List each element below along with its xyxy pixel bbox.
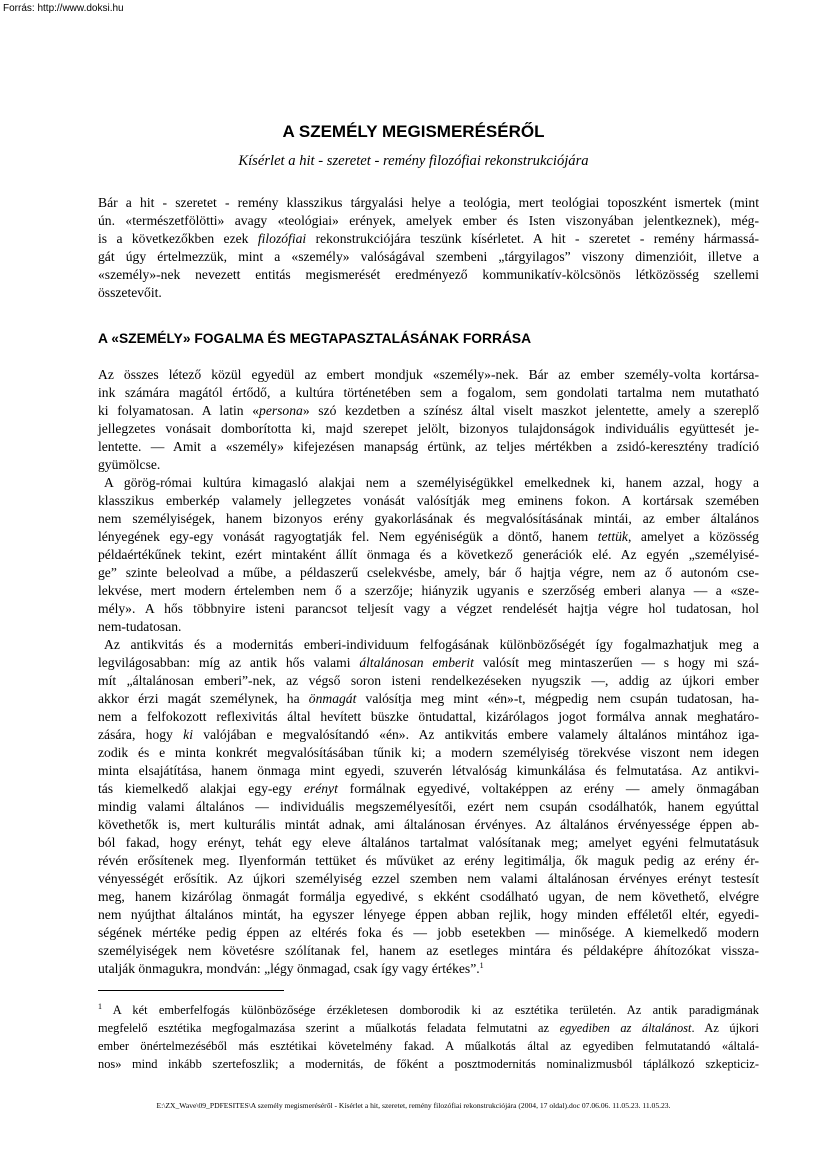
- paragraph-line: gát úgy értelmezzük, mint a «személy» valóságával szembeni „tárgyilagos” viszony dimenzióit, illetve a: [98, 249, 759, 264]
- paragraph-line: A görög-római kultúra kimagasló alakjai nem a személyiségükkel emelkednek ki, hanem azzal, hogy a: [104, 475, 759, 490]
- footnote-line: megfelelő esztétika megfogalmazása szerint a műalkotás feladata felmutatni az egyediben az általánost. Az újkori: [98, 1021, 759, 1035]
- paragraph-line: jellegzetes vonásait domborította ki, majd szerepet jelölt, bizonyos tulajdonságok individuális együttesét je-: [98, 421, 759, 436]
- footnote-line: $^1$ A két emberfelfogás különbözősége érzékletesen domborodik ki az esztétika területén. Az antik paradigmának: [98, 1002, 759, 1017]
- paragraph-line: zodik és e minta konkrét megvalósításában tűnik ki; a modern személyiség törekvése viszont nem idegen: [98, 745, 759, 760]
- paragraph-line: lényegének egy-egy vonását ragyogtatják fel. Nem egyéniségük a döntő, hanem tettük, amelyet a közösség: [98, 529, 759, 544]
- paragraph-line: tás kiemelkedő alakjai egy-egy erényt formálnak egyedivé, voltaképpen az erény — amely önmagában: [98, 781, 760, 796]
- paragraph-line: Bár a hit - szeretet - remény klasszikus tárgyalási helye a teológia, mert teológiai toposzként ismertek (mint: [98, 195, 759, 210]
- paragraph-line: révén erősítenek meg. Ilyenformán tettüket és művüket az erény legitimálja, ők maguk pedig az erény ér-: [98, 853, 759, 868]
- paragraph-line: ségének mértéke pedig éppen az eltérés foka és — jobb esetekben — minősége. A kiemelkedő modern: [98, 925, 759, 940]
- paragraph-line: ún. «természetfölötti» avagy «teológiai» erények, amelyek ember és Isten viszonyában jelentkeznek), még-: [98, 213, 759, 228]
- paragraph-line: nem nyújthat általános mintát, ha egyszer lényege éppen abban rejlik, hogy minden efféletől eltér, egyedi-: [98, 907, 759, 922]
- paragraph-line: ge” szinte beleolvad a műbe, a példaszerű cselekvésbe, amely, bár ő hajtja végre, nem az ő autonóm cse-: [98, 565, 759, 580]
- paragraph-line: követhetők is, mert kulturális mintát adnak, ami általánosan érvényes. Az általános érvényessége éppen ab-: [98, 817, 759, 832]
- paragraph-line: mít „általánosan emberi”-nek, az végső soron isteni rendelkezéseken nyugszik —, addig az újkori ember: [98, 673, 759, 688]
- footnote-number: 1: [98, 1002, 102, 1011]
- paragraph-line: példaértékűnek tekint, ezért mintaként állít önmaga és a következő generációk elé. Az egyén „személyisé-: [98, 547, 759, 562]
- file-path-footer: E:\ZX_Wave\09_PDFESITES\A személy megismeréséről - Kísérlet a hit, szeretet, remény filozófiai rekonstrukciójára (2004, 17 oldal).doc 07.06.06. 11.05.23. 11.05.23.: [156, 1101, 671, 1110]
- paragraph-line: Az antikvitás és a modernitás emberi-individuum felfogásának különbözőségét így fogalmazhatjuk meg a: [104, 637, 759, 652]
- paragraph-line: meg, hanem kizárólag önmagát formálja egyedivé, s ekként csodálható ugyan, de nem követhető, elvégre: [98, 889, 759, 904]
- page-subtitle: Kísérlet a hit - szeretet - remény filozófiai rekonstrukciójára: [238, 153, 589, 169]
- section-heading: A «SZEMÉLY» FOGALMA ÉS MEGTAPASZTALÁSÁNAK FORRÁSA: [98, 331, 532, 346]
- paragraph-line: legvilágosabban: míg az antik hős valami általánosan emberit valósít meg mintaszerűen — s hogy mi szá-: [98, 655, 759, 670]
- emphasis: tettük: [597, 529, 628, 544]
- paragraph-line: nem a felfokozott reflexivitás által hevített büszke öntudattal, kizárólagos jogot formálva annak meghatáro-: [98, 709, 759, 724]
- emphasis: persona: [259, 403, 303, 418]
- footnote-divider: [98, 990, 284, 991]
- paragraph-line: nem-tudatosan.: [98, 619, 182, 634]
- paragraph-line: mindig valami általános — individuális megszemélyesítői, ezért nem csupán csodálhatók, hanem egyúttal: [98, 799, 759, 814]
- paragraph-line: mély». A hős többnyire isteni parancsot teljesít vagy a végzet rendelését hajtja végre hol tudatosan, hol: [98, 601, 759, 616]
- page-title: A SZEMÉLY MEGISMERÉSÉRŐL: [282, 122, 545, 141]
- emphasis: erényt: [303, 781, 338, 796]
- footnote-reference[interactable]: 1: [479, 961, 484, 970]
- paragraph-line: ból fakad, hogy erényt, tehát egy eleve általános tartalmat valósítanak meg; amelyet egyéni felmutatásuk: [98, 835, 759, 850]
- emphasis: önmagát: [308, 691, 357, 706]
- paragraph-line: nem személyiségek, hanem bizonyos erény gyakorlásának és megvalósításának mintái, az ember általános: [98, 511, 759, 526]
- paragraph-line: minta elsajátítása, hanem önmaga mint egyedi, szuverén létvalóság kimunkálása és felmutatása. Az antikvi-: [98, 763, 759, 778]
- paragraph-line: ki folyamatosan. A latin «persona» szó kezdetben a színész által viselt maszkot jelentette, amely a szereplő: [98, 403, 759, 418]
- paragraph-line: gyümölcse.: [98, 457, 161, 472]
- paragraph-line: lentette. — Amit a «személy» kifejezésen manapság értünk, az teljes mértékben a zsidó-keresztény tradíció: [98, 439, 759, 454]
- paragraph-line: utalják önmagukra, mondván: „légy önmagad, csak így vagy értékes”.$^1$: [98, 961, 484, 976]
- paragraph-line: akkor érzi magát személynek, ha önmagát valósítja meg mint «én»-t, mégpedig nem csupán tudatosan, ha-: [98, 691, 759, 706]
- paragraph-line: Az összes létező közül egyedül az embert mondjuk «személy»-nek. Bár az ember személy-volta kortársa-: [98, 367, 759, 382]
- footnote-line: ember önértelmezéséből más esztétikai követelmény fakad. A műalkotás által az egyediben felmutatandó «általá-: [98, 1039, 759, 1053]
- source-url: Forrás: http://www.doksi.hu: [3, 3, 124, 14]
- paragraph-line: személyiségek nem követésre szólítanak fel, hanem az esetleges mintára és példaképre áhítozókat vissza-: [98, 943, 759, 958]
- emphasis: ki: [183, 727, 193, 742]
- paragraph-line: vényességét erősítik. Az újkori személyiség ezzel szemben nem valami általánosan érvényes erényt testesít: [98, 871, 759, 886]
- emphasis: egyediben az általánost: [559, 1021, 692, 1035]
- footnote-line: nos» mind inkább szertefoszlik; a modernitás, de főként a posztmodernitás nominalizmusból táplálkozó szkepticiz-: [98, 1057, 759, 1071]
- paragraph-line: lekvése, mert modern értelemben nem ő a szerzője; hiányzik ugyanis e szerzőség emberi alanya — a «sze-: [98, 583, 759, 598]
- paragraph-line: «személy»-nek nevezett entitás megismerését eredményező kommunikatív-kölcsönös létközösség szellemi: [98, 267, 759, 282]
- paragraph-line: zására, hogy ki valójában e megvalósítandó «én». Az antikvitás embere valamely általános mintához iga-: [98, 727, 759, 742]
- paragraph-line: összetevőit.: [98, 285, 162, 300]
- emphasis: általánosan emberit: [359, 655, 474, 670]
- paragraph-line: ink számára magától értődő, a kultúra történetében sem a fogalom, sem gondolati tartalma nem mutatható: [98, 385, 759, 400]
- emphasis: filozófiai: [257, 231, 307, 246]
- paragraph-line: is a következőkben ezek filozófiai rekonstrukciójára teszünk kísérletet. A hit - szeretet - remény hármassá-: [98, 231, 760, 246]
- paragraph-line: klasszikus emberkép valamely jellegzetes vonását valósítják meg eminens fokon. A kortársak szemében: [98, 493, 759, 508]
